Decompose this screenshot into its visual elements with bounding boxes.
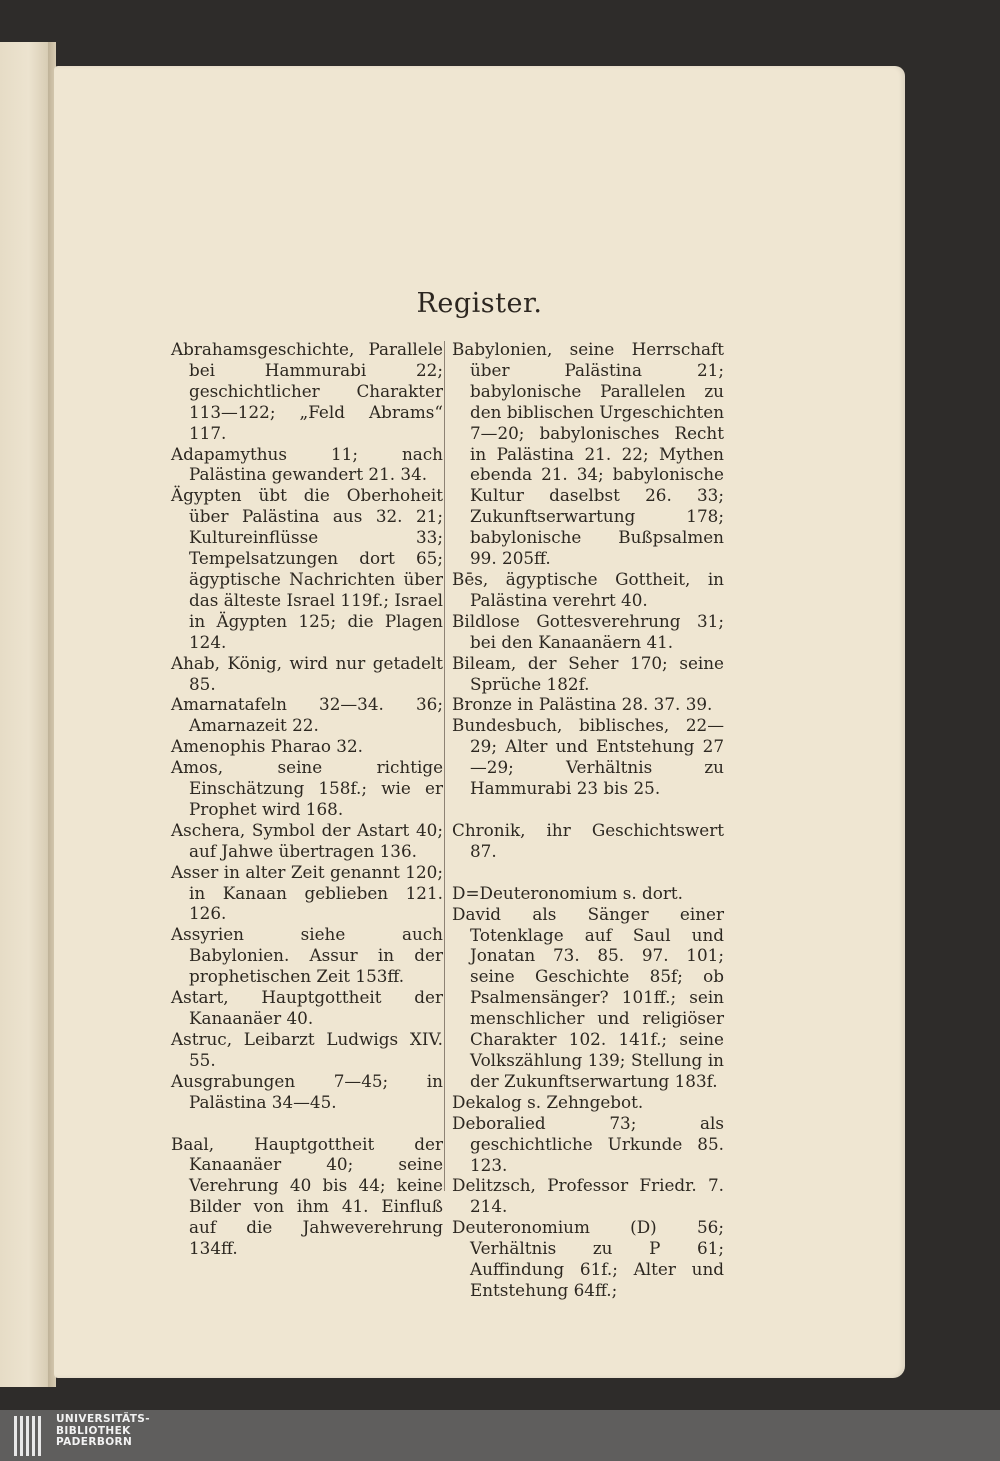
index-column-left bbox=[171, 339, 443, 1259]
index-entry: Bēs, ägyptische Gottheit, in Palästina verehrt 40. bbox=[452, 568, 724, 610]
library-footer-bar bbox=[0, 1410, 1000, 1461]
index-entry: Bileam, der Seher 170; seine Sprüche 182f. bbox=[452, 652, 724, 694]
index-entry: Astruc, Leibarzt Ludwigs XIV. 55. bbox=[171, 1028, 443, 1070]
library-logo-icon bbox=[14, 1416, 50, 1456]
index-entry: D=Deuteronomium s. dort. bbox=[452, 882, 683, 903]
left-page-edge bbox=[0, 42, 52, 1387]
index-entry: David als Sänger einer Totenklage auf Saul und Jonatan 73. 85. 97. 101; seine Geschichte 85f; ob Psalmensänger? 101ff.; sein menschlicher und religiöser Charakter 102. 141f.; seine Volkszählung 139; Stellung in der Zukunftserwartung 183f. bbox=[452, 903, 724, 1091]
index-entry: Amenophis Pharao 32. bbox=[171, 736, 363, 757]
index-entry: Bildlose Gottesverehrung 31; bei den Kanaanäern 41. bbox=[452, 610, 724, 652]
index-entry: Asser in alter Zeit genannt 120; in Kanaan geblieben 121. 126. bbox=[171, 861, 443, 924]
index-entry: Aschera, Symbol der Astart 40; auf Jahwe übertragen 136. bbox=[171, 819, 443, 861]
index-column-right bbox=[452, 339, 724, 1301]
index-entry: Ausgrabungen 7—45; in Palästina 34—45. bbox=[171, 1070, 443, 1112]
index-entry: Ahab, König, wird nur getadelt 85. bbox=[171, 652, 443, 694]
index-entry: Dekalog s. Zehngebot. bbox=[452, 1091, 644, 1112]
index-entry: Babylonien, seine Herrschaft über Palästina 21; babylonische Parallelen zu den biblischen Urgeschichten 7—20; babylonisches Recht in Palästina 21. 22; Mythen ebenda 21. 34; babylonische Kultur daselbst 26. 33; Zukunftserwartung 178; babylonische Bußpsalmen 99. 205ff. bbox=[452, 339, 725, 569]
index-entry: Adapamythus 11; nach Palästina gewandert 21. 34. bbox=[171, 443, 443, 485]
index-entry: Ägypten übt die Oberhoheit über Palästina aus 32. 21; Kultureinflüsse 33; Tempelsatzungen dort 65; ägyptische Nachrichten über das älteste Israel 119f.; Israel in Ägypten 125; die Plagen 124. bbox=[171, 485, 443, 652]
column-divider bbox=[444, 341, 445, 1191]
index-entry: Bundesbuch, biblisches, 22—29; Alter und Entstehung 27—29; Verhältnis zu Hammurabi 23 bis 25. bbox=[452, 715, 724, 799]
library-logo-line: UNIVERSITÄTS- bbox=[56, 1413, 151, 1425]
index-entry: Amos, seine richtige Einschätzung 158f.; wie er Prophet wird 168. bbox=[171, 757, 443, 819]
page-title: Register. bbox=[416, 288, 543, 319]
library-logo-line: BIBLIOTHEK bbox=[56, 1424, 131, 1437]
index-entry: Baal, Hauptgottheit der Kanaanäer 40; seine Verehrung 40 bis 44; keine Bilder von ihm 41. Einfluß auf die Jahweverehrung 134ff. bbox=[171, 1133, 443, 1259]
library-logo-text bbox=[56, 1414, 150, 1449]
index-entry: Astart, Hauptgottheit der Kanaanäer 40. bbox=[171, 987, 443, 1028]
library-logo-line: PADERBORN bbox=[56, 1436, 133, 1448]
index-entry: Chronik, ihr Geschichtswert 87. bbox=[452, 819, 724, 861]
index-entry: Abrahamsgeschichte, Parallele bei Hammurabi 22; geschichtlicher Charakter 113—122; „Feld Abrams“ 117. bbox=[171, 339, 443, 443]
index-entry: Deboralied 73; als geschichtliche Urkunde 85. 123. bbox=[452, 1112, 724, 1175]
index-entry: Delitzsch, Professor Friedr. 7. 214. bbox=[452, 1175, 724, 1217]
index-entry: Deuteronomium (D) 56; Verhältnis zu P 61; Auffindung 61f.; Alter und Entstehung 64ff.; bbox=[452, 1217, 724, 1300]
index-entry: Amarnatafeln 32—34. 36; Amarnazeit 22. bbox=[171, 694, 443, 736]
index-entry: Bronze in Palästina 28. 37. 39. bbox=[452, 694, 713, 715]
index-entry: Assyrien siehe auch Babylonien. Assur in der prophetischen Zeit 153ff. bbox=[171, 924, 443, 987]
book-page bbox=[54, 66, 905, 1378]
